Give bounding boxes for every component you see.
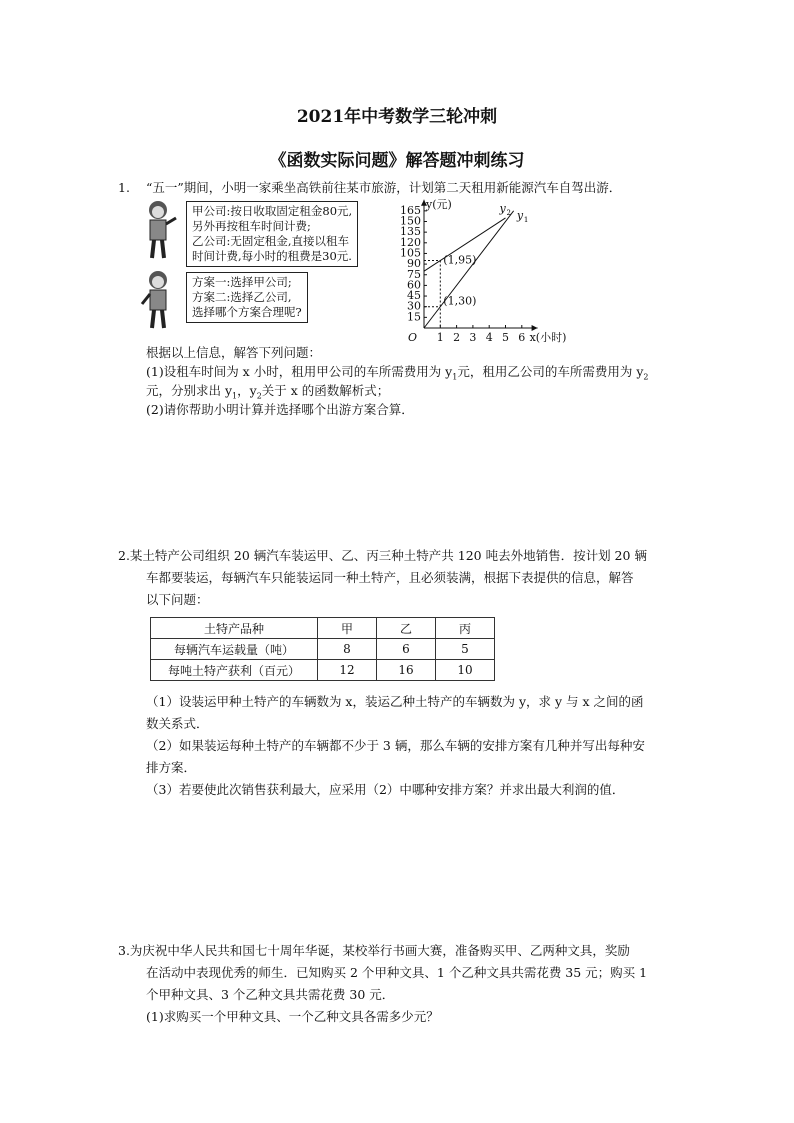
point-annotation: (1,95) — [443, 253, 477, 267]
q3-line: 在活动中表现优秀的师生．已知购买 2 个甲种文具、1 个乙种文具共需花费 35 元；购买 1 — [146, 965, 648, 980]
q1-part2: (2)请你帮助小明计算并选择哪个出游方案合算． — [146, 402, 414, 417]
box-line: 方案二:选择乙公司, — [192, 290, 292, 304]
q2-part: （3）若要使此次销售获利最大，应采用（2）中哪种安排方案？并求出最大利润的值． — [146, 782, 625, 797]
box-line: 方案一:选择甲公司; — [192, 275, 292, 289]
y-tick-label: 30 — [407, 299, 421, 313]
table-cell: 5 — [436, 639, 495, 660]
y-tick-label: 90 — [407, 257, 421, 271]
y-tick-label: 15 — [407, 310, 421, 324]
q1-intro: “五一”期间，小明一家乘坐高铁前往某市旅游，计划第二天租用新能源汽车自驾出游． — [146, 180, 622, 195]
specialty-table — [150, 617, 495, 681]
boy-figure-icon — [140, 198, 180, 262]
q1-lead: 根据以上信息，解答下列问题： — [146, 345, 322, 360]
y-axis-label: y(元) — [426, 197, 452, 211]
series-line-y2 — [424, 208, 514, 328]
subscript: 2 — [643, 372, 649, 382]
table-cell: 16 — [377, 660, 436, 681]
table-header: 甲 — [318, 618, 377, 639]
x-tick-label: 3 — [469, 331, 477, 344]
page-subtitle: 《函数实际问题》解答题冲刺练习 — [269, 151, 525, 171]
q1-part1-text: 元，分别求出 y — [146, 383, 233, 398]
x-tick-label: 2 — [453, 331, 461, 344]
x-tick-label: 1 — [436, 331, 444, 344]
y-tick-label: 120 — [400, 235, 421, 249]
page-title: 2021年中考数学三轮冲刺 — [296, 107, 498, 127]
table-row — [151, 618, 495, 639]
rental-cost-chart — [368, 196, 603, 344]
q3-line: 3.为庆祝中华人民共和国七十周年华诞，某校举行书画大赛，准备购买甲、乙两种文具，奖励 — [118, 943, 630, 958]
table-header: 土特产品种 — [151, 618, 318, 639]
q1-part1-text: 元，租用乙公司的车所需费用为 y — [457, 364, 644, 379]
series-label-sub: 2 — [506, 208, 511, 217]
y-tick-label: 45 — [407, 289, 421, 303]
series-label-sub: 1 — [523, 215, 529, 224]
y-tick-label: 105 — [400, 246, 421, 260]
table-cell: 8 — [318, 639, 377, 660]
subscript: 2 — [256, 391, 262, 401]
x-tick-label: 4 — [485, 331, 493, 344]
subscript: 1 — [452, 372, 458, 382]
x-tick-label: 6 — [518, 331, 526, 344]
table-header: 乙 — [377, 618, 436, 639]
table-cell: 12 — [318, 660, 377, 681]
company-info-box — [186, 201, 358, 267]
y-tick-label: 135 — [400, 225, 421, 239]
table-cell: 10 — [436, 660, 495, 681]
y-tick-label: 165 — [400, 203, 421, 217]
plan-box — [186, 272, 308, 323]
box-line: 乙公司:无固定租金,直接以租车 — [192, 234, 350, 248]
q3-line: (1)求购买一个甲种文具、一个乙种文具各需多少元？ — [146, 1009, 439, 1024]
table-row — [151, 660, 495, 681]
subscript: 1 — [232, 391, 238, 401]
q1-part1-text: ，y — [237, 383, 257, 398]
q2-part: 数关系式． — [146, 716, 209, 731]
origin-label: O — [408, 331, 418, 344]
q2-line: 以下问题： — [146, 592, 209, 607]
q1-part1-text: (1)设租车时间为 x 小时，租用甲公司的车所需费用为 y — [146, 364, 453, 379]
q2-line: 车都要装运，每辆汽车只能装运同一种土特产，且必须装满，根据下表提供的信息，解答 — [146, 570, 634, 585]
q2-part: （1）设装运甲种土特产的车辆数为 x，装运乙种土特产的车辆数为 y，求 y 与 x 之间的函 — [146, 694, 644, 709]
boy-figure-icon — [140, 268, 180, 332]
y-tick-label: 150 — [400, 214, 421, 228]
table-header: 丙 — [436, 618, 495, 639]
y-tick-label: 75 — [407, 267, 421, 281]
series-label-y2: y — [499, 201, 506, 215]
box-line: 甲公司:按日收取固定租金80元, — [192, 204, 353, 218]
x-tick-label: 5 — [502, 331, 509, 344]
box-line: 时间计费,每小时的租费是30元. — [192, 249, 352, 263]
q1-part1-text: 关于 x 的函数解析式； — [261, 383, 390, 398]
box-line: 选择哪个方案合理呢? — [192, 305, 302, 319]
box-line: 另外再按租车时间计费; — [192, 219, 311, 233]
y-tick-label: 60 — [407, 278, 421, 292]
q2-part: （2）如果装运每种土特产的车辆都不少于 3 辆，那么车辆的安排方案有几种并写出每种安 — [146, 738, 645, 753]
table-row — [151, 639, 495, 660]
series-label-y1: y — [516, 208, 524, 222]
point-annotation: (1,30) — [443, 294, 477, 308]
q2-part: 排方案． — [146, 760, 197, 775]
table-cell: 每吨土特产获利（百元） — [151, 660, 318, 681]
table-cell: 每辆汽车运载量（吨） — [151, 639, 318, 660]
table-cell: 6 — [377, 639, 436, 660]
q2-line: 2.某土特产公司组织 20 辆汽车装运甲、乙、丙三种土特产共 120 吨去外地销售．按计划 20 辆 — [118, 548, 647, 563]
q1-number: 1. — [118, 180, 130, 195]
x-axis-label: x(小时) — [529, 331, 567, 344]
q3-line: 个甲种文具、3 个乙种文具共需花费 30 元． — [146, 987, 395, 1002]
